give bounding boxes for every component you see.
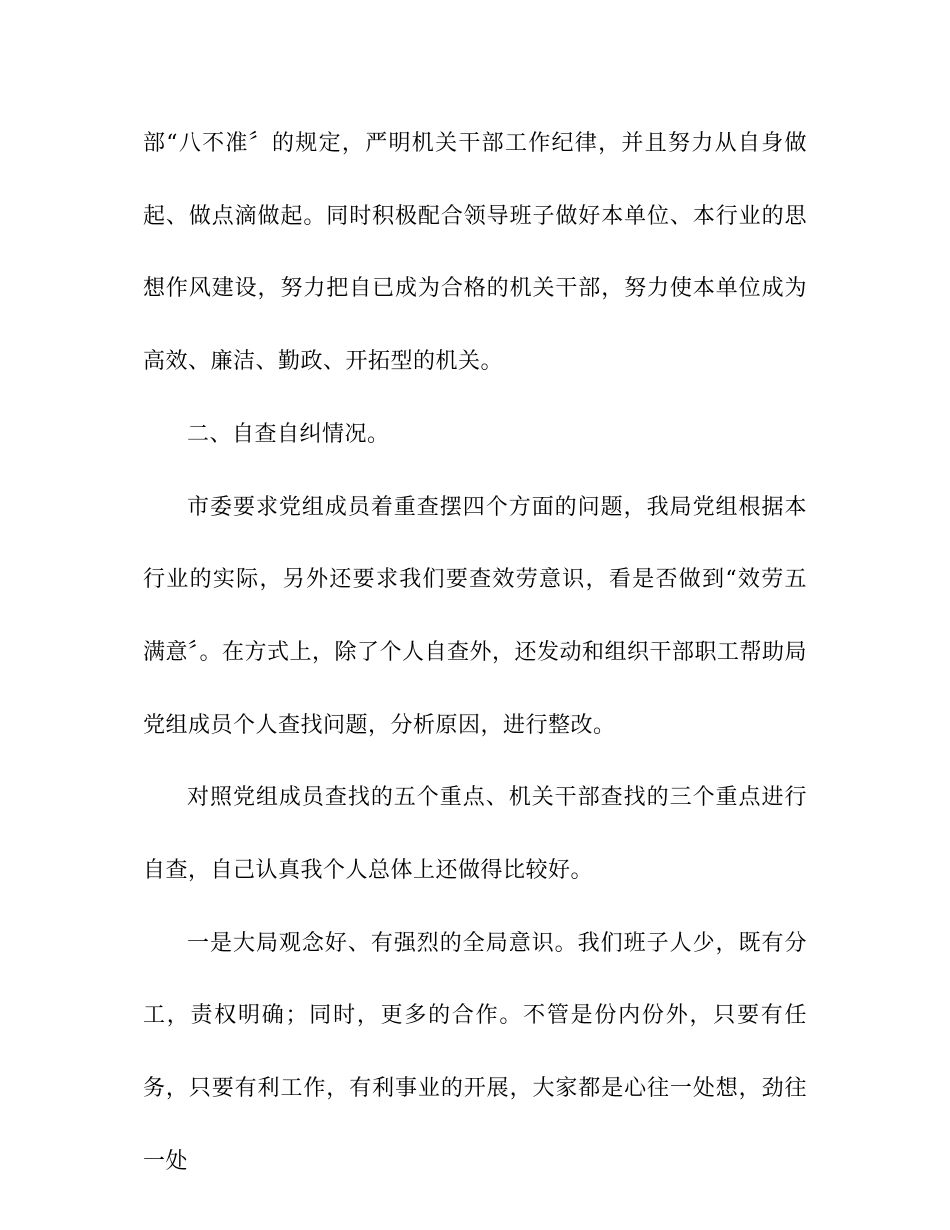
paragraph-continuation: 部“八不准〞的规定，严明机关干部工作纪律，并且努力从自身做起、做点滴做起。同时积极配合领导班子做好本单位、本行业的思想作风建设，努力把自已成为合格的机关干部，努力使本单位成为高效、廉洁、勤政、开拓型的机关。 — [143, 131, 807, 375]
paragraph-self-check: 对照党组成员查找的五个重点、机关干部查找的三个重点进行自查，自己认真我个人总体上还做得比较好。 — [143, 785, 807, 884]
document-body — [143, 108, 807, 1199]
section-heading-self-inspection: 二、自查自纠情况。 — [187, 421, 390, 447]
paragraph-point-one: 一是大局观念好、有强烈的全局意识。我们班子人少，既有分工，责权明确；同时，更多的合作。不管是份内份外，只要有任务，只要有利工作，有利事业的开展，大家都是心往一处想，劲往一处 — [143, 930, 807, 1174]
paragraph-municipal-requirements: 市委要求党组成员着重查摆四个方面的问题，我局党组根据本行业的实际，另外还要求我们要查效劳意识，看是否做到“效劳五满意〞。在方式上，除了个人自查外，还发动和组织干部职工帮助局党组成员个人查找问题，分析原因，进行整改。 — [143, 494, 808, 738]
